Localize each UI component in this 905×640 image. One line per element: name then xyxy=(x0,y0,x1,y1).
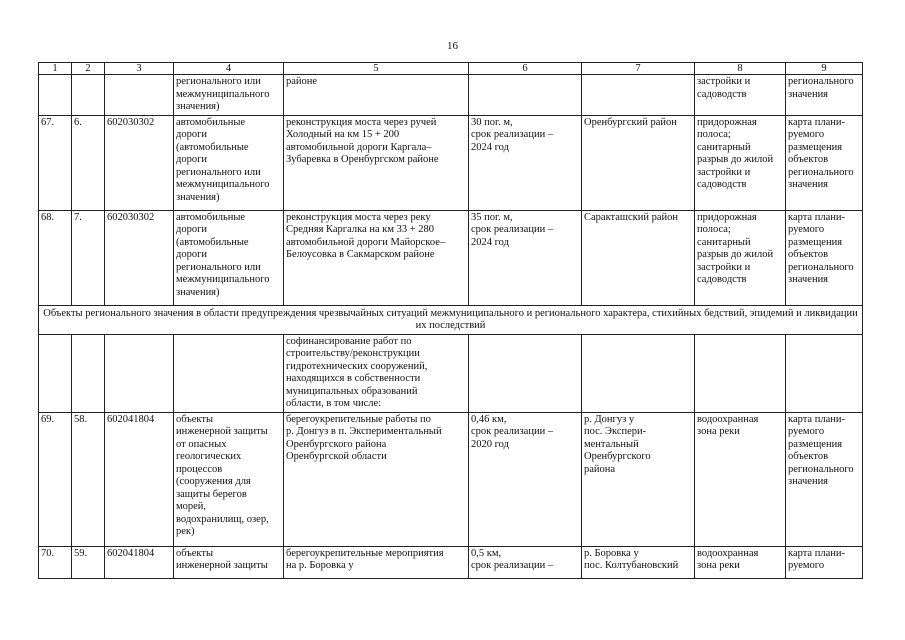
object-type-cell xyxy=(174,334,284,412)
description-cell: берегоукрепительные мероприятия на р. Боровка у xyxy=(284,546,469,578)
sub-number-cell: 59. xyxy=(72,546,105,578)
location-cell xyxy=(582,334,695,412)
column-number-header: 5 xyxy=(284,63,469,75)
location-cell xyxy=(582,75,695,116)
table-row xyxy=(39,210,863,305)
map-cell xyxy=(786,334,863,412)
map-cell: регионального значения xyxy=(786,75,863,116)
location-cell: р. Донгуз у пос. Экспери- ментальный Оренбургского района xyxy=(582,412,695,546)
code-cell xyxy=(105,75,174,116)
table-row xyxy=(39,75,863,116)
capacity-cell xyxy=(469,75,582,116)
planning-table xyxy=(38,62,863,579)
capacity-cell: 30 пог. м, срок реализации – 2024 год xyxy=(469,115,582,210)
row-number-cell: 70. xyxy=(39,546,72,578)
sub-number-cell xyxy=(72,75,105,116)
section-header-row xyxy=(39,305,863,334)
column-number-header: 1 xyxy=(39,63,72,75)
table-row xyxy=(39,334,863,412)
column-number-header-row xyxy=(39,63,863,75)
row-number-cell: 69. xyxy=(39,412,72,546)
map-cell: карта плани- руемого размещения объектов регионального значения xyxy=(786,412,863,546)
zone-cell xyxy=(695,334,786,412)
code-cell: 602030302 xyxy=(105,115,174,210)
column-number-header: 7 xyxy=(582,63,695,75)
description-cell: реконструкция моста через ручей Холодный на км 15 + 200 автомобильной дороги Каргала– Зубаревка в Оренбургском районе xyxy=(284,115,469,210)
column-number-header: 2 xyxy=(72,63,105,75)
code-cell xyxy=(105,334,174,412)
capacity-cell: 35 пог. м, срок реализации – 2024 год xyxy=(469,210,582,305)
description-cell: реконструкция моста через реку Средняя Каргалка на км 33 + 280 автомобильной дороги Майорское– Белоусовка в Сакмарском районе xyxy=(284,210,469,305)
capacity-cell: 0,46 км, срок реализации – 2020 год xyxy=(469,412,582,546)
code-cell: 602030302 xyxy=(105,210,174,305)
section-title: Объекты регионального значения в области предупреждения чрезвычайных ситуаций межмуниципального и регионального характера, стихийных бедствий, эпидемий и ликвидации их последствий xyxy=(39,305,863,334)
description-cell: софинансирование работ по строительству/реконструкции гидротехнических сооружений, находящихся в собственности муниципальных образований области, в том числе: xyxy=(284,334,469,412)
map-cell: карта плани- руемого xyxy=(786,546,863,578)
zone-cell: водоохранная зона реки xyxy=(695,412,786,546)
code-cell: 602041804 xyxy=(105,546,174,578)
description-cell: берегоукрепительные работы по р. Донгуз в п. Экспериментальный Оренбургского района Оренбургской области xyxy=(284,412,469,546)
column-number-header: 3 xyxy=(105,63,174,75)
location-cell: р. Боровка у пос. Колтубановский xyxy=(582,546,695,578)
description-cell: районе xyxy=(284,75,469,116)
capacity-cell xyxy=(469,334,582,412)
map-cell: карта плани- руемого размещения объектов регионального значения xyxy=(786,210,863,305)
code-cell: 602041804 xyxy=(105,412,174,546)
zone-cell: придорожная полоса; санитарный разрыв до жилой застройки и садоводств xyxy=(695,210,786,305)
column-number-header: 4 xyxy=(174,63,284,75)
object-type-cell: объекты инженерной защиты xyxy=(174,546,284,578)
row-number-cell xyxy=(39,334,72,412)
column-number-header: 9 xyxy=(786,63,863,75)
row-number-cell xyxy=(39,75,72,116)
capacity-cell: 0,5 км, срок реализации – xyxy=(469,546,582,578)
sub-number-cell: 7. xyxy=(72,210,105,305)
sub-number-cell: 6. xyxy=(72,115,105,210)
column-number-header: 8 xyxy=(695,63,786,75)
table-row xyxy=(39,546,863,578)
object-type-cell: регионального или межмуниципального значения) xyxy=(174,75,284,116)
object-type-cell: объекты инженерной защиты от опасных геологических процессов (сооружения для защиты берегов морей, водохранилищ, озер, рек) xyxy=(174,412,284,546)
object-type-cell: автомобильные дороги (автомобильные дороги регионального или межмуниципального значения) xyxy=(174,210,284,305)
map-cell: карта плани- руемого размещения объектов регионального значения xyxy=(786,115,863,210)
location-cell: Оренбургский район xyxy=(582,115,695,210)
sub-number-cell: 58. xyxy=(72,412,105,546)
object-type-cell: автомобильные дороги (автомобильные дороги регионального или межмуниципального значения) xyxy=(174,115,284,210)
row-number-cell: 68. xyxy=(39,210,72,305)
zone-cell: застройки и садоводств xyxy=(695,75,786,116)
location-cell: Саракташский район xyxy=(582,210,695,305)
zone-cell: водоохранная зона реки xyxy=(695,546,786,578)
zone-cell: придорожная полоса; санитарный разрыв до жилой застройки и садоводств xyxy=(695,115,786,210)
page-number: 16 xyxy=(447,40,458,52)
sub-number-cell xyxy=(72,334,105,412)
column-number-header: 6 xyxy=(469,63,582,75)
table-row xyxy=(39,115,863,210)
table-row xyxy=(39,412,863,546)
row-number-cell: 67. xyxy=(39,115,72,210)
